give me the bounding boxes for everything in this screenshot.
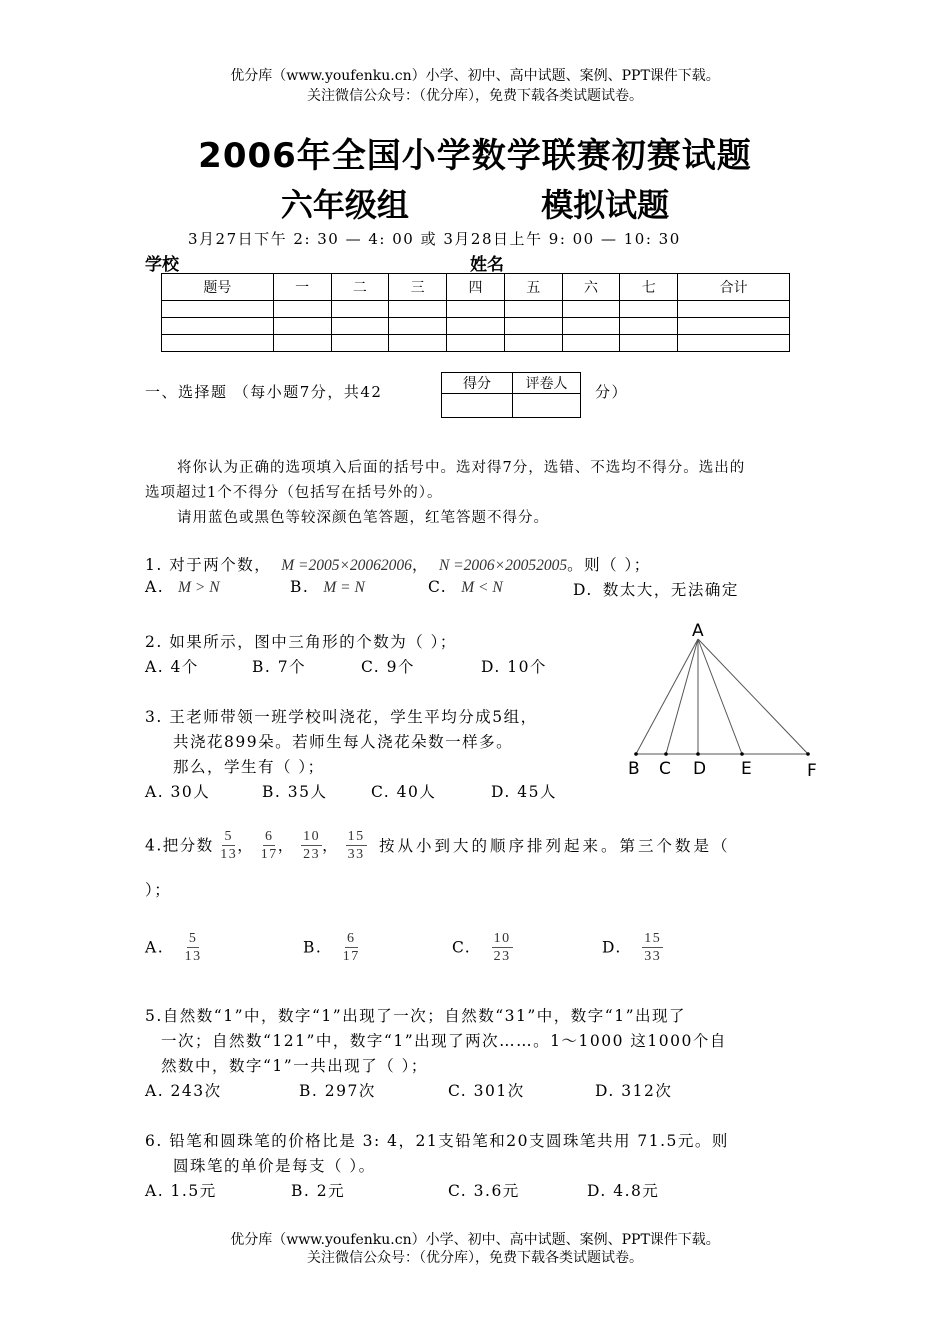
instruction-line: 请用蓝色或黑色等较深颜色笔答题，红笔答题不得分。 [177,510,549,526]
score-header-cell: 合计 [678,274,790,301]
exam-subtitle [0,180,950,226]
grader-name-header: 评卷人 [513,373,581,394]
name-label: 姓名 [470,255,504,275]
question-5-line1: 5.自然数“1”中，数字“1”出现了一次；自然数“31”中，数字“1”出现了 [145,1007,686,1025]
q6-option-c: C. 3.6元 [448,1182,520,1200]
q5-option-a: A. 243次 [145,1082,222,1100]
score-table-row [162,301,790,318]
question-3-line3: 那么，学生有（ ）； [173,758,325,776]
section1-title-end: 分） [595,383,629,401]
score-table-header-row [162,274,790,301]
question-3-line2: 共浇花899朵。若师生每人浇花朵数一样多。 [173,733,514,751]
segment-ae [698,639,742,754]
question-2: 2. 如果所示，图中三角形的个数为（ ）； [145,633,457,651]
question-6-line1: 6. 铅笔和圆珠笔的价格比是 3: 4，21支铅笔和20支圆珠笔共用 71.5元。则 [145,1132,729,1150]
question-5-line2: 一次；自然数“121”中，数字“1”出现了两次……。1～1000 这1000个自 [161,1032,727,1050]
q1-m-expression: M =2005×20062006 [281,557,412,574]
footer-line-1: 优分库（www.youfenku.cn）小学、初中、高中试题、案例、PPT课件下载。 [230,1232,720,1248]
grader-score-header: 得分 [442,373,513,394]
question-1: 1. 对于两个数， M =2005×20062006， N =2006×20052005。则（ ）； [145,556,651,574]
point-label-b: B [628,759,640,779]
q4-option-a: A. $\frac{5}{13}$ [145,931,202,964]
q5-option-c: C. 301次 [448,1082,525,1100]
q1-n-expression: N =2006×20052005 [438,557,568,574]
question-6-line2: 圆珠笔的单价是每支（ ）。 [173,1157,376,1175]
segment-ac [666,639,698,754]
mock-label: 模拟试题 [541,186,670,224]
segment-ab [636,639,698,754]
q4-option-b: B. $\frac{6}{17}$ [303,931,360,964]
point-label-e: E [741,759,752,779]
q6-option-d: D. 4.8元 [587,1182,660,1200]
grader-box [441,372,581,418]
q3-option-a: A. 30人 [145,783,211,801]
segment-af [698,639,808,754]
q3-option-c: C. 40人 [371,783,437,801]
q5-option-b: B. 297次 [299,1082,376,1100]
group-label: 六年级组 [280,186,409,224]
q4-option-c: C. $\frac{10}{23}$ [452,931,511,964]
score-header-cell: 五 [504,274,562,301]
instruction-line: 将你认为正确的选项填入后面的括号中。选对得7分，选错、不选均不得分。选出的 [177,460,746,476]
score-table-row [162,335,790,352]
q1-option-d: D. 数太大，无法确定 [573,581,739,599]
score-header-cell: 四 [447,274,505,301]
q6-option-b: B. 2元 [291,1182,346,1200]
point-label-a: A [692,621,704,641]
q2-option-b: B. 7个 [252,658,307,676]
q5-option-d: D. 312次 [595,1082,673,1100]
question-3-line1: 3. 王老师带领一班学校叫浇花，学生平均分成5组， [145,708,538,726]
header-line-1: 优分库（www.youfenku.cn）小学、初中、高中试题、案例、PPT课件下载。 [230,68,720,84]
question-4-line2: ）； [145,881,172,899]
school-label: 学校 [145,255,179,275]
q3-option-d: D. 45人 [491,783,557,801]
q6-option-a: A. 1.5元 [145,1182,217,1200]
exam-title: 2006年全国小学数学联赛初赛试题 [198,136,752,176]
q4-option-d: D. $\frac{15}{33}$ [602,931,662,964]
score-table [161,273,790,352]
section1-title: 一、选择题 （每小题7分，共42 [145,383,383,401]
instruction-line: 选项超过1个不得分（包括写在括号外的）。 [145,485,443,501]
point-label-f: F [807,761,817,781]
q2-option-c: C. 9个 [361,658,416,676]
q4-fraction: $\frac{6}{17}$ [260,829,278,862]
question-5-line3: 然数中，数字“1”一共出现了（ ）； [161,1057,428,1075]
score-header-cell: 二 [331,274,389,301]
question-4: 4.把分数 $\frac{5}{13}$ ， $\frac{6}{17}$ ， $\frac{10}{23}$ ， $\frac{15}{33}$ 按从小到大的顺序排列起来。第三个数是（ [145,829,731,862]
score-header-cell: 七 [620,274,678,301]
q2-option-a: A. 4个 [145,658,199,676]
score-header-cell: 六 [562,274,620,301]
header-line-2: 关注微信公众号：（优分库），免费下载各类试题试卷。 [307,88,643,104]
footer-line-2: 关注微信公众号：（优分库），免费下载各类试题试卷。 [307,1250,643,1266]
point-label-c: C [659,759,671,779]
score-header-cell: 题号 [162,274,274,301]
score-header-cell: 三 [389,274,447,301]
exam-time: 3月27日下午 2: 30 — 4: 00 或 3月28日上午 9: 00 — 10: 30 [188,230,681,248]
q4-fraction: $\frac{5}{13}$ [220,829,238,862]
point-label-d: D [693,759,707,779]
q2-option-d: D. 10个 [481,658,547,676]
score-table-row [162,318,790,335]
triangle-figure [620,615,830,785]
q3-option-b: B. 35人 [262,783,328,801]
score-header-cell: 一 [273,274,331,301]
q1-option-a: A. M > N [145,578,220,596]
q4-fraction: $\frac{15}{33}$ [347,829,365,862]
q4-fraction: $\frac{10}{23}$ [303,829,321,862]
q1-option-c: C. M < N [428,578,503,596]
q1-option-b: B. M = N [290,578,365,596]
